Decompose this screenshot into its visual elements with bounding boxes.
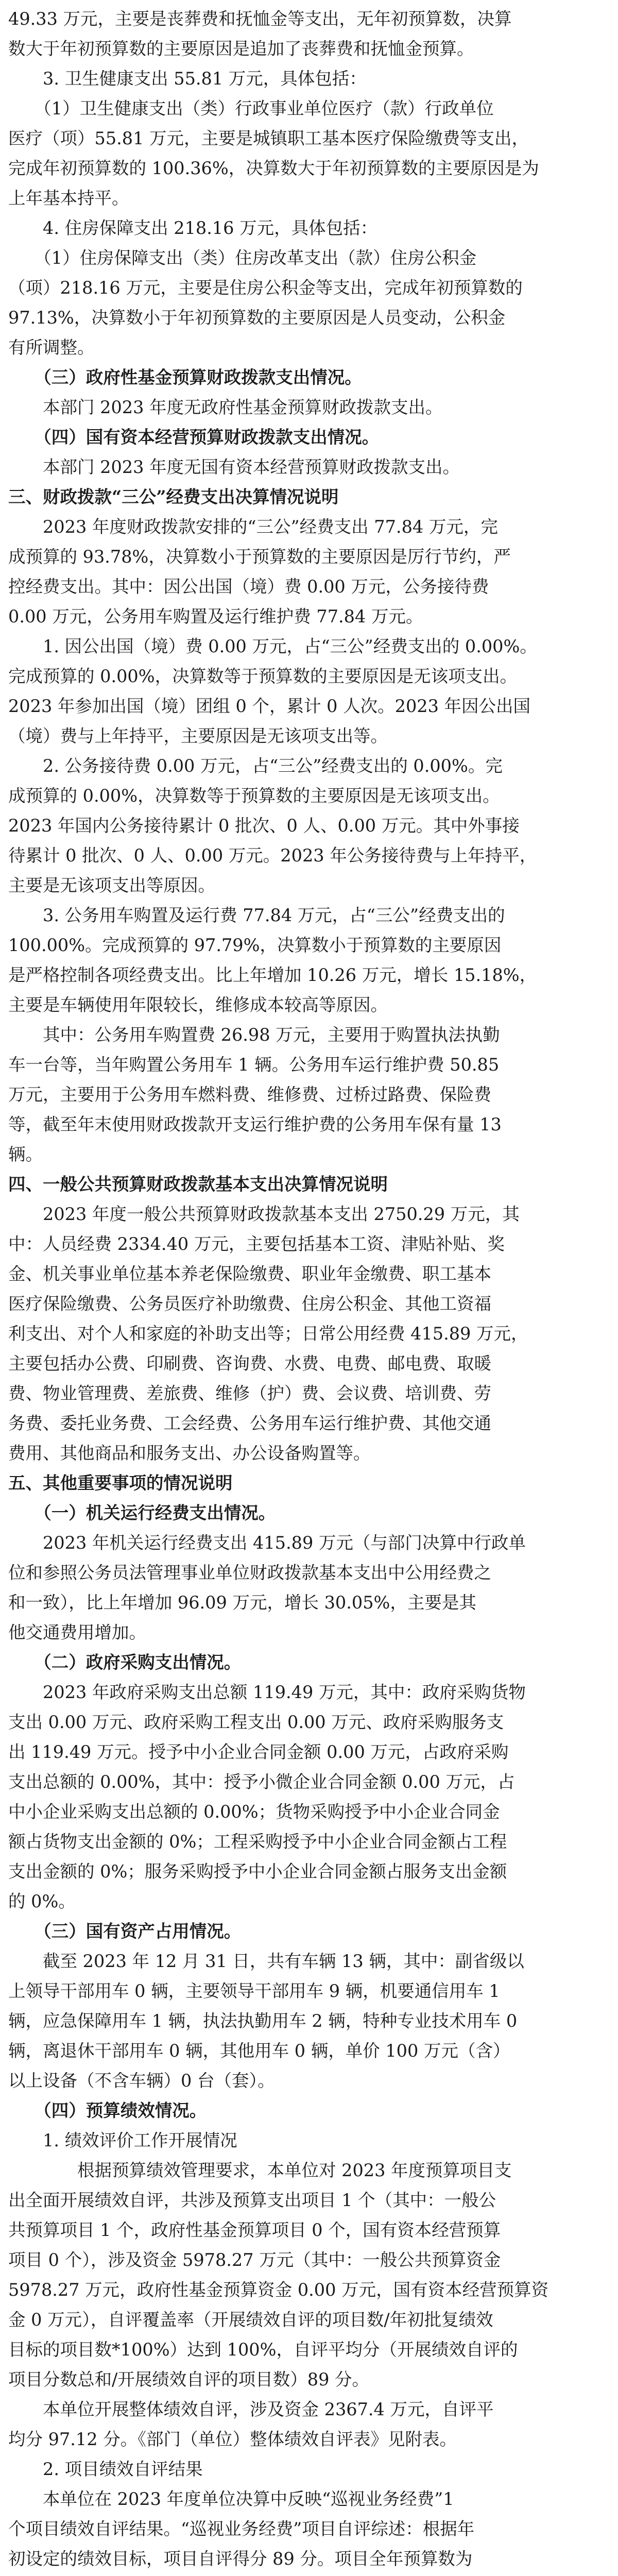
body-line: 利支出、对个人和家庭的补助支出等；日常公用经费 415.89 万元， bbox=[8, 1324, 528, 1344]
section-heading: （二）政府采购支出情况。 bbox=[8, 1652, 242, 1672]
body-line: （1）住房保障支出（类）住房改革支出（款）住房公积金 bbox=[8, 248, 477, 268]
body-line: 以上设备（不含车辆）0 台（套）。 bbox=[8, 2071, 275, 2091]
body-line: 费用、其他商品和服务支出、办公设备购置等。 bbox=[8, 1443, 371, 1463]
body-line: 5978.27 万元，政府性基金预算资金 0.00 万元，国有资本经营预算资 bbox=[8, 2280, 549, 2300]
body-line: 出全面开展绩效自评，共涉及预算支出项目 1 个（其中：一般公 bbox=[8, 2190, 496, 2210]
body-line: （项）218.16 万元，主要是住房公积金等支出，完成年初预算数的 bbox=[8, 278, 523, 298]
body-line: 金 0 万元），自评覆盖率（开展绩效自评的项目数/年初批复绩效 bbox=[8, 2310, 493, 2330]
body-line: 100.00%。完成预算的 97.79%，决算数小于预算数的主要原因 bbox=[8, 935, 502, 955]
body-line: 金、机关事业单位基本养老保险缴费、职业年金缴费、职工基本 bbox=[8, 1264, 491, 1284]
body-line: 上领导干部用车 0 辆，主要领导干部用车 9 辆，机要通信用车 1 bbox=[8, 1981, 500, 2001]
body-line: 个项目绩效自评结果。“巡视业务经费”项目自评综述：根据年 bbox=[8, 2519, 475, 2539]
body-line: （1）卫生健康支出（类）行政事业单位医疗（款）行政单位 bbox=[8, 98, 494, 118]
body-line: 出 119.49 万元。授予中小企业合同金额 0.00 万元，占政府采购 bbox=[8, 1742, 509, 1762]
body-line: 1. 绩效评价工作开展情况 bbox=[8, 2130, 237, 2150]
body-line: 2. 公务接待费 0.00 万元，占“三公”经费支出的 0.00%。完 bbox=[8, 756, 503, 776]
body-line: 项目分数总和/开展绩效自评的项目数）89 分。 bbox=[8, 2369, 370, 2389]
section-heading: （四）国有资本经营预算财政拨款支出情况。 bbox=[8, 427, 380, 447]
body-line: 本单位在 2023 年度单位决算中反映“巡视业务经费”1 bbox=[8, 2489, 454, 2509]
body-line: 费、物业管理费、差旅费、维修（护）费、会议费、培训费、劳 bbox=[8, 1383, 491, 1403]
body-line: 完成预算的 0.00%，决算数等于预算数的主要原因是无该项支出。 bbox=[8, 666, 518, 686]
body-line: 3. 卫生健康支出 55.81 万元，具体包括： bbox=[8, 69, 367, 89]
body-line: 支出 0.00 万元、政府采购工程支出 0.00 万元、政府采购服务支 bbox=[8, 1712, 504, 1732]
body-line: 其中：公务用车购置费 26.98 万元，主要用于购置执法执勤 bbox=[8, 1025, 500, 1045]
body-line: 待累计 0 批次、0 人、0.00 万元。2023 年公务接待费与上年持平， bbox=[8, 845, 537, 866]
body-line: 的 0%。 bbox=[8, 1891, 76, 1911]
body-line: 2. 项目绩效自评结果 bbox=[8, 2459, 203, 2479]
body-line: 共预算项目 1 个，政府性基金预算项目 0 个，国有资本经营预算 bbox=[8, 2220, 501, 2240]
body-line: 97.13%，决算数小于年初预算数的主要原因是人员变动，公积金 bbox=[8, 308, 506, 328]
body-line: 2023 年机关运行经费支出 415.89 万元（与部门决算中行政单 bbox=[8, 1533, 526, 1553]
body-line: 1. 因公出国（境）费 0.00 万元，占“三公”经费支出的 0.00%。 bbox=[8, 636, 537, 656]
section-heading: （三）政府性基金预算财政拨款支出情况。 bbox=[8, 367, 362, 387]
body-line: 辆，离退休干部用车 0 辆，其他用车 0 辆，单价 100 万元（含） bbox=[8, 2041, 510, 2061]
body-line: 2023 年政府采购支出总额 119.49 万元，其中：政府采购货物 bbox=[8, 1682, 526, 1702]
body-line: 0.00 万元，公务用车购置及运行维护费 77.84 万元。 bbox=[8, 606, 423, 626]
body-line: 主要是车辆使用年限较长，维修成本较高等原因。 bbox=[8, 995, 388, 1015]
body-line: 额占货物支出金额的 0%；工程采购授予中小企业合同金额占工程 bbox=[8, 1832, 507, 1852]
body-line: 本部门 2023 年度无国有资本经营预算财政拨款支出。 bbox=[8, 457, 460, 477]
body-line: 数大于年初预算数的主要原因是追加了丧葬费和抚恤金预算。 bbox=[8, 39, 474, 59]
body-line: 中：人员经费 2334.40 万元，主要包括基本工资、津贴补贴、奖 bbox=[8, 1234, 505, 1254]
body-line: 目标的项目数*100%）达到 100%，自评平均分（开展绩效自评的 bbox=[8, 2340, 518, 2360]
body-line: 2023 年参加出国（境）团组 0 个，累计 0 人次。2023 年因公出国 bbox=[8, 696, 531, 716]
body-line: 2023 年国内公务接待累计 0 批次、0 人、0.00 万元。其中外事接 bbox=[8, 816, 520, 836]
body-line: 3. 公务用车购置及运行费 77.84 万元，占“三公”经费支出的 bbox=[8, 905, 505, 925]
section-heading: 五、其他重要事项的情况说明 bbox=[8, 1473, 233, 1493]
body-line: 2023 年度财政拨款安排的“三公”经费支出 77.84 万元，完 bbox=[8, 517, 498, 537]
body-line: 成预算的 0.00%，决算数等于预算数的主要原因是无该项支出。 bbox=[8, 786, 500, 806]
body-line: 务费、委托业务费、工会经费、公务用车运行维护费、其他交通 bbox=[8, 1413, 491, 1433]
body-line: 等，截至年末使用财政拨款开支运行维护费的公务用车保有量 13 bbox=[8, 1114, 502, 1134]
body-line: 均分 97.12 分。《部门（单位）整体绩效自评表》见附表。 bbox=[8, 2429, 457, 2449]
section-heading: （三）国有资产占用情况。 bbox=[8, 1921, 242, 1941]
body-line: 他交通费用增加。 bbox=[8, 1622, 146, 1642]
section-heading: 三、财政拨款“三公”经费支出决算情况说明 bbox=[8, 487, 339, 507]
body-line: 支出金额的 0%；服务采购授予中小企业合同金额占服务支出金额 bbox=[8, 1861, 507, 1882]
body-line: 万元，主要用于公务用车燃料费、维修费、过桥过路费、保险费 bbox=[8, 1084, 491, 1105]
body-line: 辆。 bbox=[8, 1144, 43, 1164]
body-line bbox=[8, 2574, 604, 2576]
body-line: 主要是无该项支出等原因。 bbox=[8, 875, 215, 895]
body-line: （境）费与上年持平，主要原因是无该项支出等。 bbox=[8, 726, 388, 746]
section-heading: （一）机关运行经费支出情况。 bbox=[8, 1503, 276, 1523]
body-line: 是严格控制各项经费支出。比上年增加 10.26 万元，增长 15.18%， bbox=[8, 965, 537, 985]
body-line: 2023 年度一般公共预算财政拨款基本支出 2750.29 万元，其 bbox=[8, 1204, 520, 1224]
body-line: 上年基本持平。 bbox=[8, 188, 129, 208]
body-line: 位和参照公务员法管理事业单位财政拨款基本支出中公用经费之 bbox=[8, 1563, 491, 1583]
body-line: 医疗（项）55.81 万元，主要是城镇职工基本医疗保险缴费等支出， bbox=[8, 128, 529, 148]
body-line: 控经费支出。其中：因公出国（境）费 0.00 万元，公务接待费 bbox=[8, 577, 489, 597]
body-line: 项目 0 个），涉及资金 5978.27 万元（其中：一般公共预算资金 bbox=[8, 2250, 501, 2270]
body-line: 初设定的绩效目标，项目自评得分 89 分。项目全年预算数为 bbox=[8, 2549, 473, 2569]
body-line: 完成年初预算数的 100.36%，决算数大于年初预算数的主要原因是为 bbox=[8, 158, 539, 178]
body-line: 有所调整。 bbox=[8, 337, 95, 358]
body-line: 成预算的 93.78%，决算数小于预算数的主要原因是厉行节约，严 bbox=[8, 547, 511, 567]
body-line: 辆，应急保障用车 1 辆，执法执勤用车 2 辆，特种专业技术用车 0 bbox=[8, 2011, 518, 2031]
body-line: 车一台等，当年购置公务用车 1 辆。公务用车运行维护费 50.85 bbox=[8, 1055, 500, 1075]
body-line: 医疗保险缴费、公务员医疗补助缴费、住房公积金、其他工资福 bbox=[8, 1294, 491, 1314]
body-line: 和一致），比上年增加 96.09 万元，增长 30.05%，主要是其 bbox=[8, 1592, 476, 1613]
body-line: 根据预算绩效管理要求，本单位对 2023 年度预算项目支 bbox=[8, 2160, 512, 2180]
body-line: 中小企业采购支出总额的 0.00%；货物采购授予中小企业合同金 bbox=[8, 1802, 500, 1822]
body-line: 本部门 2023 年度无政府性基金预算财政拨款支出。 bbox=[8, 397, 443, 417]
section-heading: 四、一般公共预算财政拨款基本支出决算情况说明 bbox=[8, 1174, 388, 1194]
body-line: 4. 住房保障支出 218.16 万元，具体包括： bbox=[8, 218, 378, 238]
body-line: 主要包括办公费、印刷费、咨询费、水费、电费、邮电费、取暖 bbox=[8, 1353, 491, 1374]
body-line: 截至 2023 年 12 月 31 日，共有车辆 13 辆，其中：副省级以 bbox=[8, 1951, 524, 1971]
section-heading: （四）预算绩效情况。 bbox=[8, 2100, 207, 2121]
body-line: 支出总额的 0.00%，其中：授予小微企业合同金额 0.00 万元，占 bbox=[8, 1772, 515, 1792]
body-line: 本单位开展整体绩效自评，涉及资金 2367.4 万元，自评平 bbox=[8, 2399, 494, 2419]
body-line: 49.33 万元，主要是丧葬费和抚恤金等支出，无年初预算数，决算 bbox=[8, 9, 512, 29]
